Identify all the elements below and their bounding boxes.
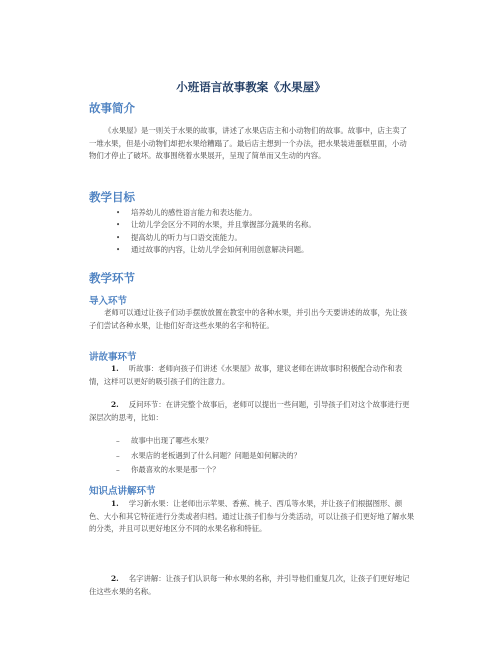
- question-item: [89, 449, 419, 464]
- item-number: 2.: [111, 400, 119, 409]
- dash-icon: –: [116, 450, 120, 460]
- goal-item: [89, 219, 419, 231]
- heading-storytelling: 讲故事环节: [89, 352, 137, 363]
- goal-item: [89, 232, 419, 244]
- goals-list: [89, 207, 419, 256]
- heading-goals: 教学目标: [89, 190, 135, 204]
- story-item-2: [89, 399, 415, 424]
- bullet-icon: •: [116, 245, 121, 254]
- question-list: [89, 434, 419, 478]
- item-number: 2.: [111, 574, 119, 583]
- bullet-icon: •: [116, 209, 121, 217]
- goal-item: [89, 244, 419, 256]
- bullet-icon: •: [116, 221, 121, 230]
- knowledge-item-2: [89, 573, 415, 598]
- bullet-icon: •: [116, 233, 121, 242]
- item-number: 1.: [111, 364, 119, 373]
- heading-intro: 故事简介: [89, 101, 135, 115]
- story-item-1: [89, 363, 415, 388]
- heading-steps: 教学环节: [89, 271, 135, 285]
- goal-text: 通过故事的内容，让幼儿学会如何利用创意解决问题。: [131, 244, 309, 254]
- heading-lead-in: 导入环节: [89, 296, 128, 307]
- dash-icon: –: [116, 465, 120, 475]
- question-item: [89, 434, 419, 449]
- lead-in-paragraph: 老师可以通过让孩子们动手摆放放置在教室中的各种水果，并引出今天要讲述的故事，先让孩子们尝试各种水果，让他们好奇这些水果的名字和特征。: [89, 308, 408, 330]
- document-title: 小班语言故事教案《水果屋》: [176, 80, 326, 94]
- dash-icon: –: [116, 436, 120, 445]
- item-text: 名字讲解：让孩子们认识每一种水果的名称，并引导他们重复几次，让孩子们更好地记住这些水果的名称。: [89, 574, 410, 596]
- heading-knowledge: 知识点讲解环节: [89, 486, 156, 497]
- goal-text: 让幼儿学会区分不同的水果，并且掌握部分蔬果的名称。: [131, 220, 316, 230]
- knowledge-item-1: [89, 498, 415, 536]
- question-text: 水果店的老板遇到了什么问题？问题是如何解决的？: [131, 450, 301, 460]
- goal-text: 提高幼儿的听力与口语交流能力。: [131, 232, 242, 242]
- question-item: [89, 463, 419, 478]
- goal-item: [89, 207, 419, 219]
- item-text: 反问环节：在讲完整个故事后，老师可以提出一些问题，引导孩子们对这个故事进行更深层次的思考，比如：: [89, 400, 410, 422]
- intro-paragraph: 《水果屋》是一则关于水果的故事，讲述了水果店店主和小动物们的故事。故事中，店主卖了一堆水果，但是小动物们却把水果给糟蹋了。最后店主想到一个办法，把水果装进蛋糕里面，小动物们才停止了破坏。故事围绕着水果展开，呈现了简单而又生动的内容。: [89, 126, 408, 161]
- item-text: 听故事：老师向孩子们讲述《水果屋》故事，建议老师在讲故事时积极配合动作和表情，这样可以更好的吸引孩子们的注意力。: [89, 364, 403, 386]
- question-text: 你最喜欢的水果是那一个？: [131, 465, 220, 475]
- goal-text: 培养幼儿的感性语言能力和表达能力。: [131, 208, 257, 217]
- question-text: 故事中出现了哪些水果？: [131, 436, 213, 445]
- item-text: 学习新水果：让老师出示苹果、香蕉、桃子、西瓜等水果，并让孩子们根据图形、颜色、大小和其它特征进行分类或者归档。通过让孩子们参与分类活动，可以让孩子们更好地了解水果的分类，并且可以更好地区分不同的水果名称和特征。: [89, 499, 415, 534]
- item-number: 1.: [111, 499, 119, 508]
